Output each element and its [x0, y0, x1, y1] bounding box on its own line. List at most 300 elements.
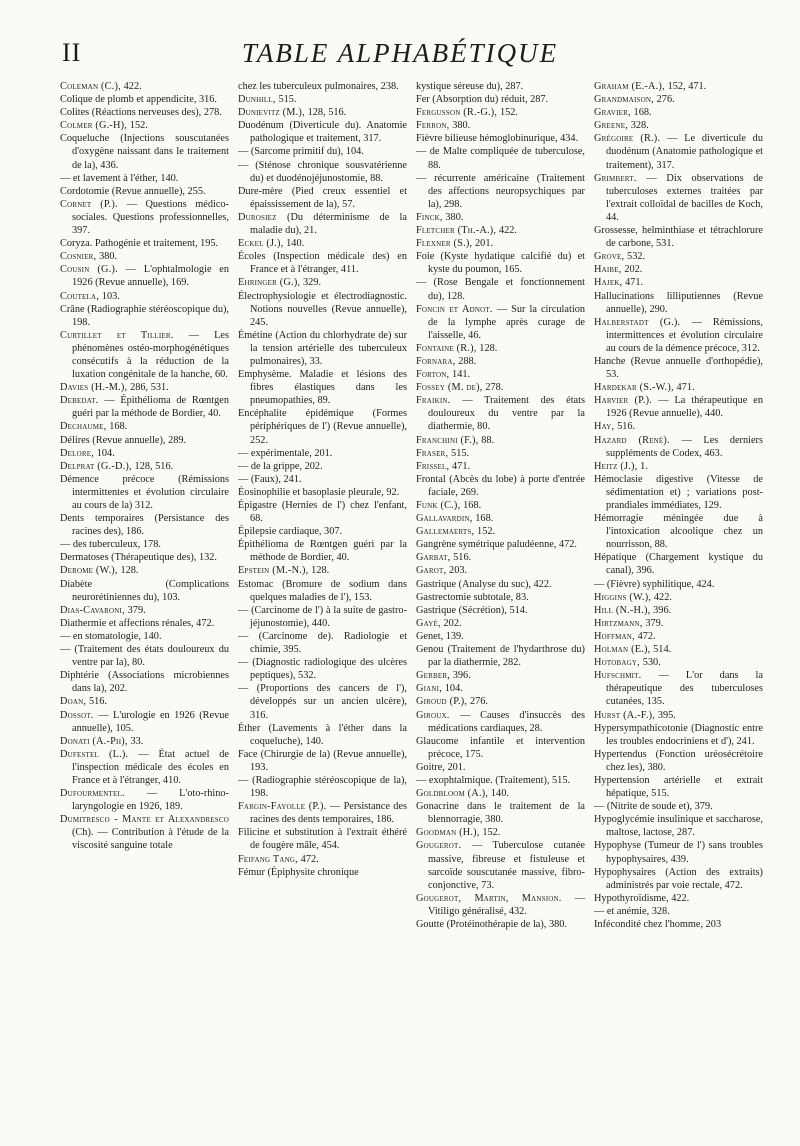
index-entry: [60, 290, 229, 303]
entry-text: Éosinophilie et basoplasie pleurale, 92.: [238, 486, 400, 498]
index-entry: [416, 892, 585, 918]
index-entry: [60, 564, 229, 577]
entry-text: 380.: [445, 211, 464, 223]
index-entry: [238, 853, 407, 866]
index-entry: [238, 80, 407, 93]
entry-text: 395.: [657, 709, 676, 721]
entry-text: 396.: [653, 604, 672, 616]
index-entry: [594, 420, 763, 433]
index-entry: [60, 748, 229, 787]
entry-text: 103.: [101, 290, 120, 302]
entry-author: Debedat.: [60, 395, 105, 407]
entry-author: Gravier,: [594, 107, 634, 119]
index-entry: [60, 119, 229, 132]
index-entry: [594, 172, 763, 224]
entry-text: Fer (Absorption du) réduit, 287.: [416, 94, 549, 106]
entry-text: 532.: [627, 251, 646, 263]
index-entry: [60, 447, 229, 460]
index-entry: [594, 591, 763, 604]
entry-text: Diathermie et affections rénales, 472.: [60, 617, 215, 629]
entry-author: Hardekar (S.-W.),: [594, 382, 677, 394]
entry-text: 278.: [485, 382, 504, 394]
entry-text: — exophtalmique. (Traitement), 515.: [416, 774, 571, 786]
entry-author: Gallemaerts,: [416, 526, 478, 538]
entry-author: Gallavardin,: [416, 513, 476, 525]
index-entry: [238, 578, 407, 604]
index-entry: [594, 774, 763, 800]
index-entry: [416, 276, 585, 302]
entry-text: — (Fièvre) syphilitique, 424.: [594, 578, 715, 590]
entry-author: Funk (C.),: [416, 500, 464, 511]
entry-text: 422.: [123, 81, 142, 92]
index-entry: [238, 656, 407, 682]
entry-text: chez les tuberculeux pulmonaires, 238.: [238, 81, 399, 92]
index-entry: [416, 473, 585, 499]
entry-text: — (Radiographie stéréoscopique de la), 198.: [238, 774, 407, 800]
index-entry: [238, 722, 407, 748]
entry-author: Heitz (J.),: [594, 460, 641, 472]
entry-text: — récurrente américaine (Traitement des affections neuropsychiques par la), 298.: [416, 172, 585, 210]
index-entry: [416, 119, 585, 132]
index-entry: [416, 355, 585, 368]
entry-text: 516.: [88, 696, 107, 708]
index-entry: [238, 368, 407, 407]
index-entry: [60, 106, 229, 119]
entry-text: — (Traitement des états douloureux du ventre par la), 80.: [60, 644, 229, 669]
entry-text: Hypersympathicotonie (Diagnostic entre les troubles endocriniens et d'), 241.: [594, 722, 763, 747]
entry-text: Face (Chirurgie de la) (Revue annuelle), 193.: [238, 748, 407, 773]
entry-text: Colites (Réactions nerveuses des), 278.: [60, 107, 222, 119]
entry-text: Diabète (Complications neurorétiniennes du), 103.: [60, 578, 229, 603]
entry-author: Fraser,: [416, 447, 452, 459]
index-entry: [60, 394, 229, 420]
index-entry: [416, 709, 585, 735]
entry-text: 471.: [625, 277, 644, 289]
entry-text: Fièvre bilieuse hémoglobinurique, 434.: [416, 133, 579, 145]
entry-author: Giroux.: [416, 709, 460, 721]
index-entry: [60, 434, 229, 447]
index-entry: [60, 669, 229, 695]
index-entry: [60, 695, 229, 708]
entry-text: — en stomatologie, 140.: [60, 630, 162, 642]
index-entry: [416, 774, 585, 787]
entry-text: 128.: [120, 565, 139, 577]
index-entry: [416, 839, 585, 891]
index-entry: [594, 839, 763, 865]
entry-text: 530.: [642, 657, 661, 669]
entry-author: Delprat (G.-D.),: [60, 460, 135, 472]
entry-text: Délires (Revue annuelle), 289.: [60, 434, 187, 446]
index-entry: [594, 224, 763, 250]
index-entry: [416, 368, 585, 381]
index-entry: [60, 263, 229, 289]
entry-text: 276.: [469, 696, 488, 708]
entry-text: 471.: [452, 460, 471, 472]
index-entry: [416, 250, 585, 276]
entry-text: — Vitiligo généralisé, 432.: [428, 892, 585, 917]
entry-text: Gastrique (Sécrétion), 514.: [416, 604, 528, 616]
index-entry: [416, 132, 585, 145]
entry-author: Dunievitz (M.),: [238, 107, 308, 119]
index-entry: [416, 211, 585, 224]
index-entry: [60, 709, 229, 735]
entry-text: — État actuel de l'inspection médicale des écoles en France et à l'étranger, 410.: [72, 748, 230, 786]
entry-author: Grégoire (R.).: [594, 133, 668, 145]
entry-text: — L'ophtalmologie en 1926 (Revue annuelle), 169.: [72, 264, 229, 289]
entry-text: Émétine (Action du chlorhydrate de) sur la tension artérielle des tuberculeux pulmonaires), 33.: [238, 329, 407, 367]
index-entry: [60, 80, 229, 93]
entry-text: — et lavement à l'éther, 140.: [60, 172, 179, 184]
index-entry: [238, 630, 407, 656]
entry-text: Éther (Lavements à l'éther dans la coqueluche), 140.: [238, 722, 407, 747]
entry-text: — (Diagnostic radiologique des ulcères peptiques), 532.: [238, 657, 407, 682]
index-entry: [594, 355, 763, 381]
index-entry: [238, 185, 407, 211]
index-entry: [60, 185, 229, 198]
entry-text: Duodénum (Diverticule du). Anatomie pathologique et traitement, 317.: [238, 120, 407, 145]
index-entry: [416, 499, 585, 512]
entry-text: 286, 531.: [130, 382, 169, 394]
entry-text: — (Sténose chronique sousvatérienne du) et duodénojéjunostomie, 88.: [238, 159, 407, 184]
entry-author: Flexner (S.),: [416, 238, 476, 250]
index-entry: [416, 735, 585, 761]
entry-text: — de Malte compliquée de tuberculose, 88.: [416, 146, 585, 171]
entry-text: Hypophyse (Tumeur de l') sans troubles hypophysaires, 439.: [594, 840, 763, 865]
index-entry: [594, 918, 763, 931]
index-entry: [238, 250, 407, 276]
index-entry: [594, 617, 763, 630]
entry-text: 88.: [481, 434, 495, 446]
entry-text: — de la grippe, 202.: [238, 460, 323, 472]
entry-author: Gerber,: [416, 670, 453, 682]
entry-author: Dumitresco - Mante et Alexandresco: [60, 814, 229, 826]
entry-author: Graham (E.-A.),: [594, 81, 668, 92]
entry-author: Fargin-Fayolle (P.).: [238, 801, 330, 813]
entry-author: Hazard (René).: [594, 434, 682, 446]
index-entry: [416, 93, 585, 106]
entry-text: Frontal (Abcès du lobe) à porte d'entrée faciale, 269.: [416, 473, 585, 498]
entry-text: 516.: [453, 552, 472, 564]
entry-text: 168.: [109, 421, 128, 433]
index-entry: [594, 800, 763, 813]
index-entry: [416, 761, 585, 774]
entry-text: 329.: [303, 277, 322, 289]
entry-text: Crâne (Radiographie stéréoscopique du), 198.: [60, 303, 229, 328]
entry-author: Fraikin.: [416, 395, 463, 407]
entry-text: 168.: [463, 500, 482, 511]
entry-author: Grimbert.: [594, 172, 647, 184]
entry-text: 140.: [286, 238, 305, 250]
entry-text: 422.: [653, 591, 672, 603]
entry-author: Dufestel (L.).: [60, 748, 139, 760]
index-entry: [416, 237, 585, 250]
index-entry: [594, 748, 763, 774]
entry-author: Hajek,: [594, 277, 626, 289]
index-entry: [594, 722, 763, 748]
entry-text: 152.: [482, 827, 501, 839]
index-entry: [238, 329, 407, 368]
index-entry: [238, 826, 407, 852]
index-entry: [416, 800, 585, 826]
entry-text: 141.: [452, 369, 471, 381]
entry-text: Hypophysaires (Action des extraits) administrés par voie rectale, 472.: [594, 866, 763, 891]
entry-author: Hurst (A.-F.),: [594, 709, 658, 721]
index-entry: [238, 276, 407, 289]
entry-text: — Rémissions, intermittences et évolution circulaire au cours de la démence précoce, 312.: [606, 316, 763, 354]
entry-author: Colmer (G.-H),: [60, 120, 130, 132]
entry-author: Feifang Tang,: [238, 853, 301, 865]
entry-text: 422.: [498, 225, 517, 237]
index-entry: [416, 591, 585, 604]
index-entry: [594, 276, 763, 289]
index-entry: [238, 460, 407, 473]
index-column-2: [238, 80, 413, 1125]
entry-author: Cosnier,: [60, 251, 100, 263]
entry-author: Derome (W.),: [60, 565, 121, 577]
entry-text: 152.: [499, 107, 518, 119]
entry-author: Grove,: [594, 251, 628, 263]
index-entry: [416, 564, 585, 577]
index-entry: [594, 316, 763, 355]
entry-author: Davies (H.-M.),: [60, 382, 131, 394]
index-entry: [238, 499, 407, 525]
index-entry: [416, 630, 585, 643]
index-columns: [60, 80, 770, 1125]
index-entry: [594, 93, 763, 106]
entry-author: Fornara,: [416, 355, 459, 367]
entry-text: Cordotomie (Revue annuelle), 255.: [60, 185, 206, 197]
entry-text: 104.: [96, 447, 115, 459]
index-entry: [60, 198, 229, 237]
index-entry: [594, 250, 763, 263]
entry-text: Gonacrine dans le traitement de la blennorragie, 380.: [416, 801, 585, 826]
index-entry: [416, 224, 585, 237]
index-entry: [238, 211, 407, 237]
index-entry: [60, 630, 229, 643]
entry-text: — (Proportions des cancers de l'), développés sur un ancien ulcère), 316.: [238, 683, 407, 721]
entry-author: Gayé,: [416, 617, 444, 629]
index-entry: [416, 434, 585, 447]
entry-text: Foie (Kyste hydatique calcifié du) et kyste du poumon, 165.: [416, 251, 585, 276]
entry-text: 152.: [477, 526, 496, 538]
index-entry: [238, 145, 407, 158]
entry-author: Eckel (J.),: [238, 238, 287, 250]
index-entry: [60, 303, 229, 329]
index-entry: [60, 578, 229, 604]
index-entry: [594, 866, 763, 892]
entry-text: (Ch). — Contribution à l'étude de la viscosité sanguine totale: [72, 827, 229, 852]
entry-text: Épithélioma de Rœntgen guéri par la méthode de Bordier, 40.: [238, 539, 407, 564]
entry-text: Diphtérie (Associations microbiennes dans la), 202.: [60, 670, 229, 695]
entry-text: 380.: [452, 120, 471, 132]
index-column-4: [594, 80, 769, 1125]
entry-text: 328.: [630, 120, 649, 132]
entry-text: — et anémie, 328.: [594, 905, 670, 917]
entry-text: Hémorragie méningée due à l'intoxication alcoolique chez un nourrisson, 88.: [594, 513, 763, 551]
index-entry: [594, 460, 763, 473]
entry-author: Cornet (P.).: [60, 198, 127, 210]
entry-text: — (Sarcome primitif du), 104.: [238, 146, 364, 158]
index-entry: [60, 813, 229, 852]
entry-text: Coryza. Pathogénie et traitement, 195.: [60, 238, 219, 250]
entry-author: Ferron,: [416, 120, 453, 132]
index-entry: [60, 329, 229, 381]
entry-author: Ehringer (G.),: [238, 277, 303, 289]
entry-text: Goutte (Protéinothérapie de la), 380.: [416, 919, 567, 930]
entry-author: Goodman (H.),: [416, 827, 483, 839]
entry-author: Forton,: [416, 369, 453, 381]
index-entry: [60, 93, 229, 106]
index-entry: [238, 604, 407, 630]
index-entry: [60, 604, 229, 617]
entry-text: — (Faux), 241.: [238, 473, 302, 485]
entry-author: Fossey (M. de),: [416, 382, 486, 394]
entry-text: Hypothyroïdisme, 422.: [594, 892, 690, 904]
index-entry: [416, 695, 585, 708]
index-entry: [60, 460, 229, 473]
entry-text: 396.: [452, 670, 471, 682]
entry-text: — Dix observations de tuberculoses externes traitées par l'extrait colloïdal de bacilles de Koch, 44.: [606, 172, 764, 223]
entry-author: Garot,: [416, 565, 450, 577]
index-entry: [416, 617, 585, 630]
entry-text: Gangrène symétrique paludéenne, 472.: [416, 539, 577, 551]
entry-text: Hanche (Revue annuelle d'orthopédie), 53.: [594, 355, 763, 381]
index-entry: [416, 525, 585, 538]
index-entry: [60, 643, 229, 669]
index-entry: [416, 578, 585, 591]
index-entry: [416, 172, 585, 211]
entry-text: — Persistance des racines des dents temporaires, 186.: [250, 801, 407, 826]
entry-author: Hoffman,: [594, 630, 638, 642]
entry-author: Hotobagy,: [594, 657, 643, 669]
index-entry: [238, 866, 407, 879]
entry-author: Franchini (F.),: [416, 434, 482, 446]
entry-author: Frissel,: [416, 460, 453, 472]
entry-text: Grossesse, helminthiase et tétrachlorure de carbone, 531.: [594, 225, 763, 250]
entry-author: Fergusson (R.-G.),: [416, 107, 500, 119]
index-entry: [594, 80, 763, 93]
entry-text: — La thérapeutique en 1926 (Revue annuelle), 440.: [606, 395, 763, 420]
entry-author: Hufschmit.: [594, 670, 659, 682]
index-entry: [416, 551, 585, 564]
entry-author: Holman (E.),: [594, 644, 654, 656]
index-entry: [594, 709, 763, 722]
index-entry: [594, 263, 763, 276]
entry-text: 152.: [129, 120, 148, 132]
entry-text: Genet, 139.: [416, 630, 464, 642]
index-entry: [238, 774, 407, 800]
entry-text: Goitre, 201.: [416, 761, 466, 773]
entry-author: Dechaume,: [60, 421, 110, 433]
entry-author: Harvier (P.).: [594, 395, 659, 407]
entry-text: Hémoclasie digestive (Vitesse de sédimentation et) ; variations post-prandiales immédiates, 129.: [594, 473, 763, 511]
index-entry: [238, 119, 407, 145]
entry-text: Coqueluche (Injections souscutanées d'oxygène naissant dans le traitement de la), 436.: [60, 133, 229, 171]
entry-text: 471.: [676, 382, 695, 394]
entry-author: Durosiez: [238, 211, 288, 223]
entry-text: 140.: [490, 788, 509, 800]
entry-text: 472.: [300, 853, 319, 865]
index-entry: [416, 80, 585, 93]
entry-text: — Questions médico-sociales. Questions professionnelles, 397.: [72, 198, 229, 237]
index-entry: [416, 918, 585, 931]
entry-author: Foncin et Adnot.: [416, 303, 497, 315]
index-entry: [60, 551, 229, 564]
entry-text: — (Rose Bengale et fonctionnement du), 128.: [416, 277, 585, 302]
index-entry: [60, 787, 229, 813]
entry-author: Cousin (G.).: [60, 264, 126, 276]
entry-text: 168.: [475, 513, 494, 525]
index-entry: [416, 669, 585, 682]
entry-text: 33.: [130, 735, 144, 747]
index-entry: [238, 525, 407, 538]
index-entry: [60, 617, 229, 630]
index-entry: [60, 735, 229, 748]
index-entry: [238, 564, 407, 577]
entry-text: 379.: [127, 604, 146, 616]
entry-text: — Tuberculose cutanée massive, fibreuse et fistuleuse et sarcoïde souscutanée massive, fibro-conjonctive, 73.: [428, 840, 585, 891]
index-entry: [594, 669, 763, 708]
entry-author: Hirtzmann,: [594, 617, 646, 629]
index-entry: [238, 106, 407, 119]
entry-text: 380.: [99, 251, 118, 263]
index-entry: [594, 434, 763, 460]
index-entry: [60, 538, 229, 551]
entry-text: 201.: [475, 238, 494, 250]
entry-text: — (Carcinome de l') à la suite de gastro-jéjunostomie), 440.: [238, 604, 407, 629]
entry-text: 104.: [444, 683, 463, 695]
entry-text: 128, 516.: [134, 460, 174, 472]
entry-author: Epstein (M.-N.),: [238, 565, 312, 577]
index-entry: [238, 486, 407, 499]
index-entry: [416, 826, 585, 839]
entry-author: Gougerot, Martin, Mansion.: [416, 892, 575, 904]
entry-text: 128.: [311, 565, 330, 577]
entry-author: Giani,: [416, 683, 445, 695]
index-entry: [60, 512, 229, 538]
entry-text: Gastrectomie subtotale, 83.: [416, 591, 529, 603]
entry-text: 128, 516.: [307, 107, 347, 119]
index-entry: [416, 342, 585, 355]
entry-text: — Traitement des états douloureux du ventre par la diathermie, 80.: [428, 395, 585, 433]
index-entry: [594, 119, 763, 132]
entry-author: Coutela,: [60, 290, 102, 302]
index-entry: [238, 473, 407, 486]
index-entry: [238, 93, 407, 106]
index-entry: [60, 250, 229, 263]
entry-author: Dufourmentel.: [60, 788, 147, 800]
index-entry: [594, 394, 763, 420]
entry-text: Hépatique (Chargement kystique du canal), 396.: [594, 552, 763, 577]
entry-author: Donati (A.-Ph),: [60, 735, 131, 747]
page-header: [60, 36, 740, 76]
entry-author: Greene,: [594, 120, 631, 132]
entry-text: 203.: [449, 565, 468, 577]
entry-author: Finck,: [416, 211, 446, 223]
entry-text: — (Carcinome de). Radiologie et chimie, 395.: [238, 630, 407, 656]
entry-text: 202.: [624, 264, 643, 276]
entry-text: Genou (Traitement de l'hydarthrose du) par la diathermie, 282.: [416, 644, 585, 669]
index-entry: [238, 800, 407, 826]
index-entry: [238, 290, 407, 329]
index-entry: [238, 682, 407, 721]
entry-author: Hill (N.-H.),: [594, 604, 654, 616]
index-entry: [416, 604, 585, 617]
index-entry: [60, 172, 229, 185]
index-entry: [594, 512, 763, 551]
entry-text: Encéphalite épidémique (Formes périphériques de l') (Revue annuelle), 252.: [238, 408, 407, 446]
index-entry: [238, 748, 407, 774]
